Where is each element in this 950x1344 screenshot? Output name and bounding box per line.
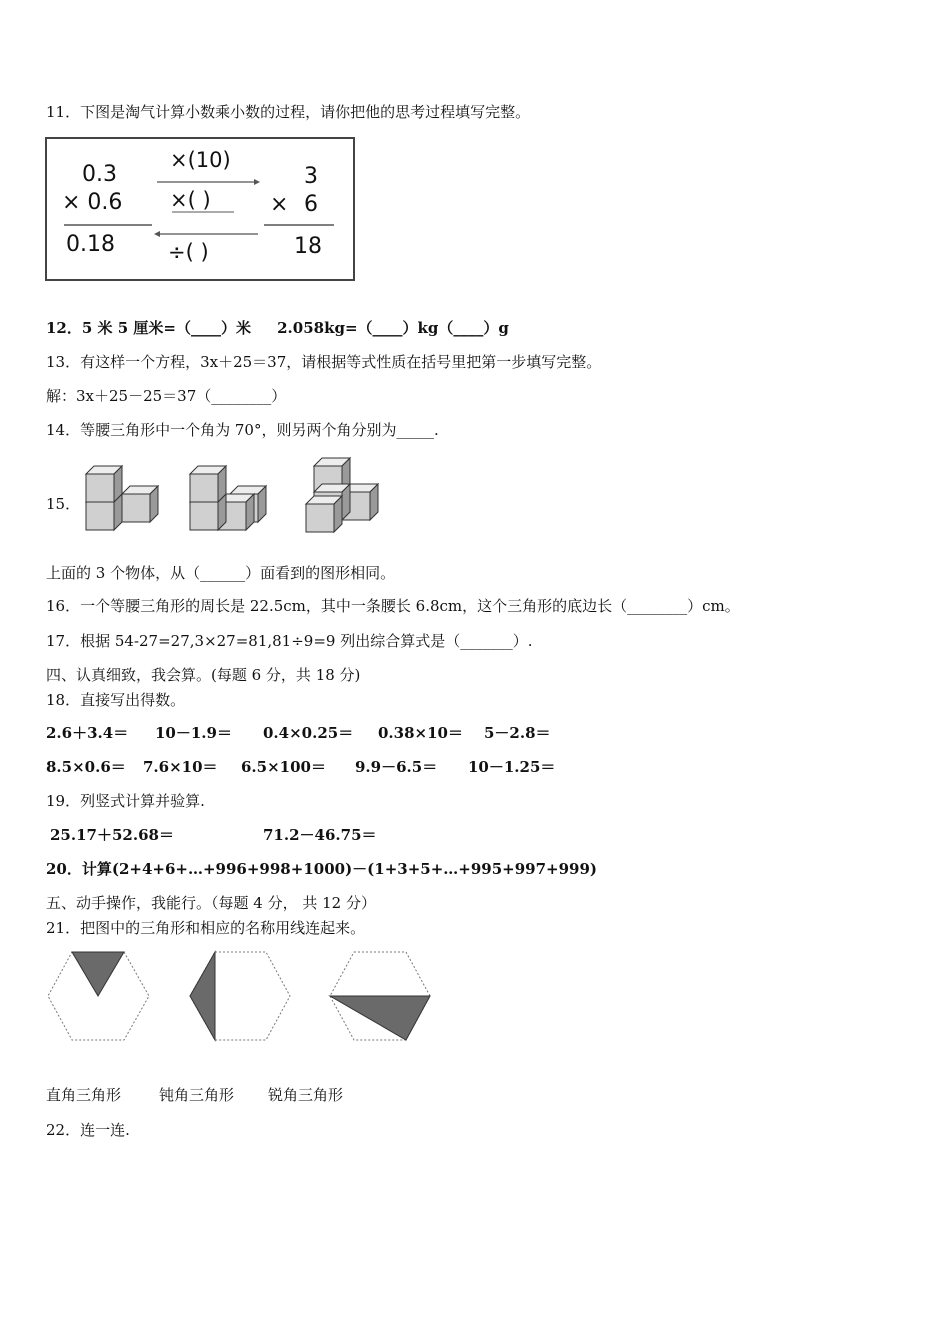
- q18-text: 18．直接写出得数。: [46, 691, 186, 709]
- q11-right-bottom: 18: [294, 234, 322, 259]
- section4-heading: 四、认真细致，我会算。(每题 6 分，共 18 分): [46, 666, 361, 684]
- q11-right-mid: 6: [304, 192, 318, 217]
- q11-text: 11．下图是淘气计算小数乘小数的过程，请你把他的思考过程填写完整。: [46, 103, 531, 121]
- section5-heading: 五、动手操作，我能行。（每题 4 分， 共 12 分）: [46, 894, 376, 912]
- q21-label-obtuse: 钝角三角形: [159, 1086, 235, 1104]
- q19-text: 19．列竖式计算并验算.: [46, 792, 205, 810]
- q15-text: 上面的 3 个物体，从（______）面看到的图形相同。: [46, 564, 396, 582]
- q18-item: 7.6×10＝: [143, 758, 218, 776]
- q19-item: 25.17＋52.68＝: [50, 826, 174, 844]
- q18-item: 8.5×0.6＝: [46, 758, 126, 776]
- q22-text: 22．连一连.: [46, 1121, 130, 1139]
- q11-arrow2-label: ×( ): [170, 188, 211, 212]
- q14-text: 14．等腰三角形中一个角为 70°，则另两个角分别为_____.: [46, 421, 439, 439]
- q18-item: 9.9－6.5＝: [355, 758, 438, 776]
- q11-arrow3-label: ÷( ): [168, 240, 209, 264]
- q11-right-times: ×: [270, 192, 289, 217]
- q18-item: 0.38×10＝: [378, 724, 463, 742]
- q16-text: 16．一个等腰三角形的周长是 22.5cm，其中一条腰长 6.8cm，这个三角形的底边长（________）cm。: [46, 597, 740, 615]
- q18-item: 2.6＋3.4＝: [46, 724, 129, 742]
- q11-left-bottom: 0.18: [66, 232, 115, 257]
- q21-text: 21．把图中的三角形和相应的名称用线连起来。: [46, 919, 366, 937]
- q11-left-mid: × 0.6: [62, 190, 123, 215]
- hexagon-drawing: [44, 950, 444, 1046]
- q18-item: 10－1.9＝: [155, 724, 232, 742]
- q13-solution: 解：3x＋25－25＝37（________）: [46, 387, 287, 405]
- q11-left-top: 0.3: [82, 162, 117, 187]
- q18-item: 6.5×100＝: [241, 758, 326, 776]
- q15-cube-figures: [80, 456, 390, 536]
- q21-label-right: 直角三角形: [46, 1086, 122, 1104]
- q18-item: 0.4×0.25＝: [263, 724, 354, 742]
- q18-item: 5－2.8＝: [484, 724, 551, 742]
- q17-text: 17．根据 54-27=27,3×27=81,81÷9=9 列出综合算式是（_______）.: [46, 632, 533, 650]
- cube-drawing: [80, 456, 390, 536]
- q20-text: 20．计算(2+4+6+…+996+998+1000)－(1+3+5+…+995+997+999): [46, 860, 598, 878]
- q19-item: 71.2－46.75＝: [263, 826, 377, 844]
- q18-item: 10－1.25＝: [468, 758, 556, 776]
- q11-arrow1-label: ×(10): [170, 148, 231, 172]
- q13-text: 13．有这样一个方程，3x＋25＝37，请根据等式性质在括号里把第一步填写完整。: [46, 353, 602, 371]
- q11-right-top: 3: [304, 164, 318, 189]
- q21-label-acute: 锐角三角形: [268, 1086, 344, 1104]
- q21-hexagon-figures: [44, 950, 444, 1046]
- q11-figure: [44, 136, 358, 284]
- q15-label: 15．: [46, 495, 81, 513]
- q12-text: 12．5 米 5 厘米=（____）米 2.058kg=（____）kg（____）g: [46, 319, 509, 337]
